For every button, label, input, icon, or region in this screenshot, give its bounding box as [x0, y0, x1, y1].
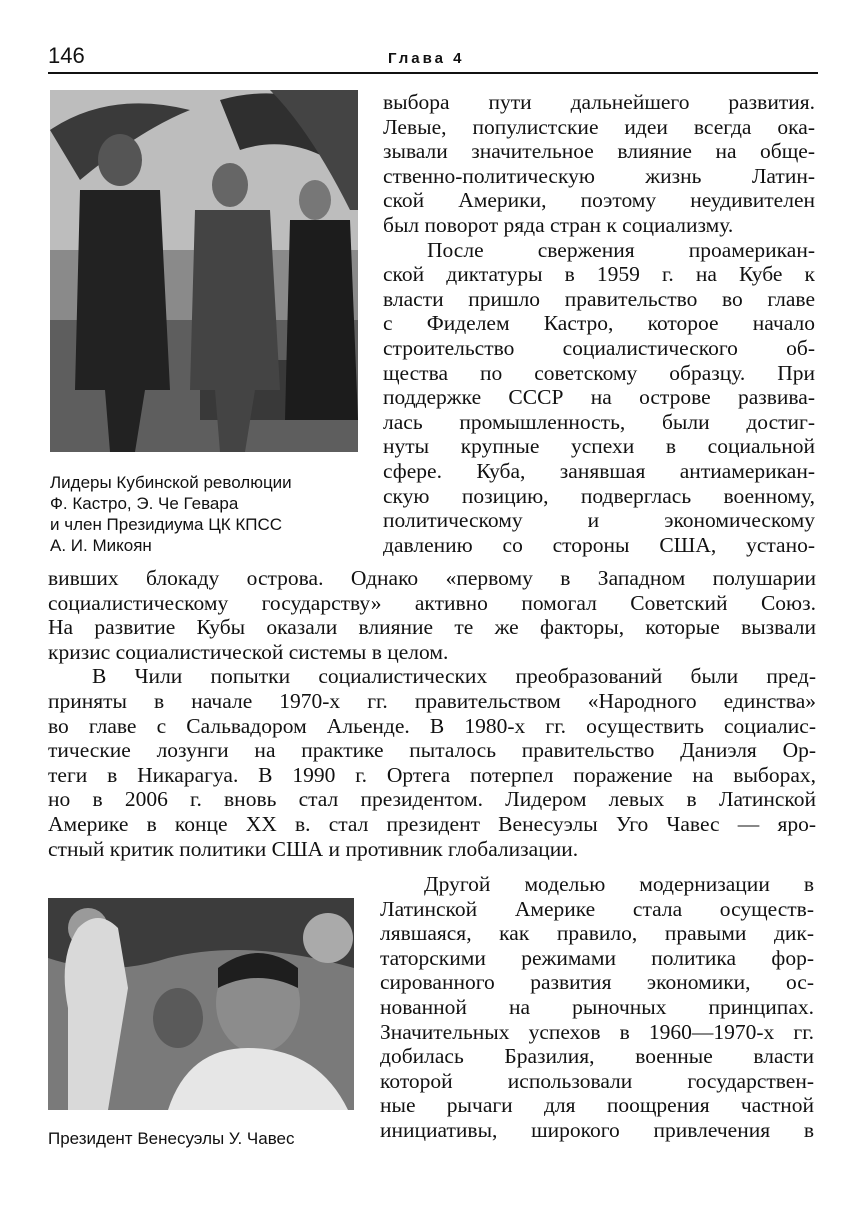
paragraph-start: Другой моделью модернизации в	[424, 872, 814, 896]
text-line: ственно-политическую жизнь Латин-	[383, 163, 815, 188]
text-line: таторскими режимами политика фор-	[380, 945, 814, 970]
text-line: тические лозунги на практике пыталось правительство Даниэля Ор-	[48, 738, 816, 763]
text-column-top	[383, 90, 815, 557]
text-line: ской Америки, поэтому неудивителен	[383, 188, 815, 213]
text-line: скую позицию, подверглась военному,	[383, 483, 815, 508]
text-line: зывали значительное влияние на обще-	[383, 139, 815, 164]
text-line: Латинской Америке стала осуществ-	[380, 896, 814, 921]
text-line: стный критик политики США и противник глобализации.	[48, 836, 579, 861]
caption-line: Лидеры Кубинской революции	[50, 473, 292, 492]
text-line: которой использовали государствен-	[380, 1068, 814, 1093]
text-line: добилась Бразилия, военные власти	[380, 1044, 814, 1069]
text-line: политическому и экономическому	[383, 508, 815, 533]
text-line: щества по советскому образцу. При	[383, 360, 815, 385]
text-line: теги в Никарагуа. В 1990 г. Ортега потерпел поражение на выборах,	[48, 762, 816, 787]
text-line: во главе с Сальвадором Альенде. В 1980-х гг. осуществить социалис-	[48, 713, 816, 738]
photo-caption-cuban-leaders	[50, 472, 370, 556]
caption-line: и член Президиума ЦК КПСС	[50, 515, 283, 534]
text-line: выбора пути дальнейшего развития.	[383, 90, 815, 114]
text-line: с Фиделем Кастро, которое начало	[383, 311, 815, 336]
photo-cuban-leaders	[50, 90, 358, 452]
text-line: строительство социалистического об-	[383, 335, 815, 360]
text-line: был поворот ряда стран к социализму.	[383, 212, 734, 237]
paragraph-start: В Чили попытки социалистических преобразований были пред-	[92, 664, 816, 689]
text-line: вивших блокаду острова. Однако «первому в Западном полушарии	[48, 566, 816, 590]
paragraph-start: После свержения проамерикан-	[427, 237, 815, 262]
photo-caption-chavez	[48, 1128, 368, 1149]
text-line: инициативы, широкого привлечения в	[380, 1117, 814, 1142]
text-line: нованной на рыночных принципах.	[380, 994, 814, 1019]
text-column-bottom	[380, 872, 814, 1143]
caption-line: Ф. Кастро, Э. Че Гевара	[50, 494, 239, 513]
text-line: сфере. Куба, занявшая антиамерикан-	[383, 458, 815, 483]
text-line: сированного развития экономики, ос-	[380, 970, 814, 995]
text-line: лявшаяся, как правило, правыми дик-	[380, 921, 814, 946]
caption-line: Президент Венесуэлы У. Чавес	[48, 1129, 295, 1148]
text-line: приняты в начале 1970-х гг. правительством «Народного единства»	[48, 688, 816, 713]
text-line: Америке в конце XX в. стал президент Венесуэлы Уго Чавес — яро-	[48, 811, 816, 836]
text-line: лась промышленность, были достиг-	[383, 409, 815, 434]
text-line: нуты крупные успехи в социальной	[383, 434, 815, 459]
text-line: давлению со стороны США, устано-	[383, 532, 815, 557]
text-line: власти пришло правительство во главе	[383, 286, 815, 311]
text-line: Левые, популистские идеи всегда ока-	[383, 114, 815, 139]
page-header	[48, 44, 818, 74]
text-line: социалистическому государству» активно помогал Советский Союз.	[48, 590, 816, 615]
text-line: На развитие Кубы оказали влияние те же факторы, которые вызвали	[48, 615, 816, 640]
text-line: ные рычаги для поощрения частной	[380, 1093, 814, 1118]
caption-line: А. И. Микоян	[50, 536, 152, 555]
text-line: ской диктатуры в 1959 г. на Кубе к	[383, 262, 815, 287]
text-line: кризис социалистической системы в целом.	[48, 639, 449, 664]
text-full-width	[48, 566, 816, 861]
text-line: но в 2006 г. вновь стал президентом. Лидером левых в Латинской	[48, 787, 816, 812]
text-line: Значительных успехов в 1960—1970-х гг.	[380, 1019, 814, 1044]
chapter-title: Глава 4	[388, 50, 465, 67]
photo-chavez	[48, 898, 354, 1110]
page-number: 146	[48, 43, 85, 68]
text-line: поддержке СССР на острове развива-	[383, 385, 815, 410]
